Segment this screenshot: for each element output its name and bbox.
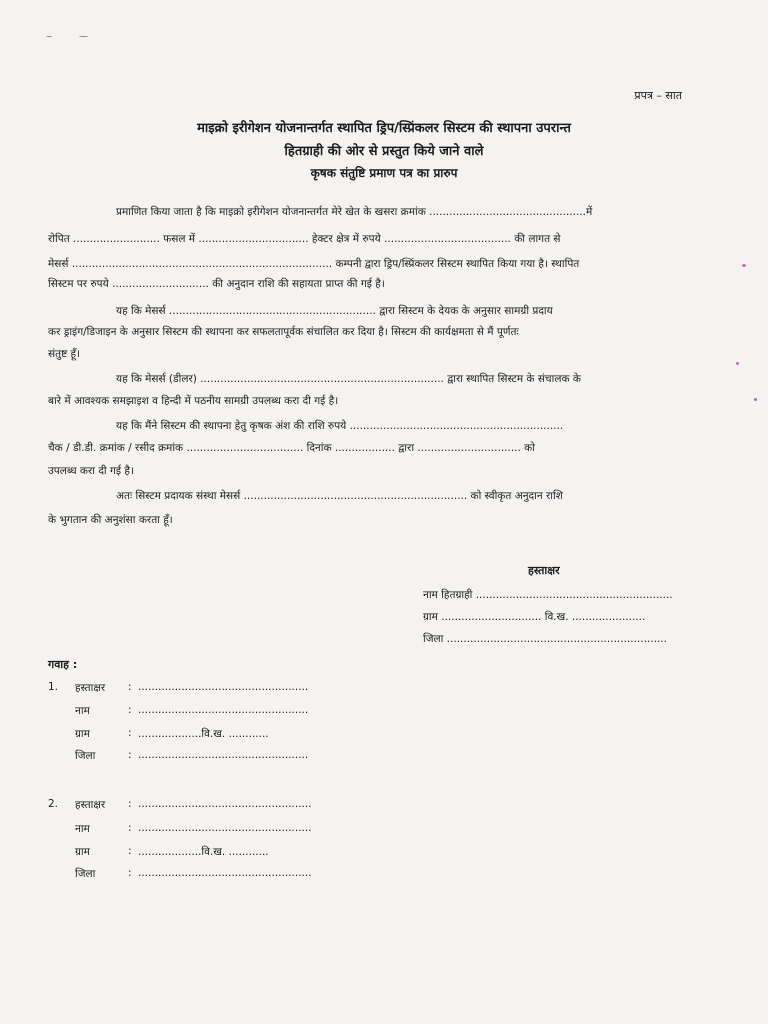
colon: :	[128, 822, 132, 834]
beneficiary-village-row: ग्राम .............................. वि.ख. ......................	[423, 611, 646, 623]
colon: :	[128, 749, 132, 761]
witness-1-signature-blank: ...................................................	[138, 681, 309, 693]
paragraph-4-line-3: उपलब्ध करा दी गई है।	[48, 465, 134, 477]
beneficiary-name-row: नाम हितग्राही ...........................................................	[423, 589, 673, 601]
colon: :	[128, 727, 132, 739]
witness-2-village-label: ग्राम	[75, 846, 90, 858]
witness-2-number: 2.	[48, 798, 59, 810]
scan-speck	[79, 36, 88, 37]
scan-speck	[742, 264, 746, 267]
witness-1-name-blank: ...................................................	[138, 704, 309, 716]
paragraph-1-line-4: सिस्टम पर रुपये ............................. की अनुदान राशि की सहायता प्राप्त की गई है।	[48, 278, 385, 290]
witness-1-district-blank: ...................................................	[138, 749, 309, 761]
paragraph-1-line-3: मेसर्स .............................................................................. कम्पनी द्वारा ड्रिप/स्प्रिंकलर सिस्टम स्थापित किया गया है। स्थापित	[48, 258, 580, 270]
witness-1-number: 1.	[48, 681, 59, 693]
paragraph-4-line-1: यह कि मैंने सिस्टम की स्थापना हेतु कृषक अंश की राशि रुपये ................................................................	[116, 420, 564, 432]
witness-1-name-label: नाम	[75, 705, 90, 717]
witness-1-signature-label: हस्ताक्षर	[75, 682, 106, 694]
title-line-2: हितग्राही की ओर से प्रस्तुत किये जाने वाले	[284, 144, 484, 159]
scan-speck	[46, 36, 52, 37]
paragraph-3-line-1: यह कि मेसर्स (डीलर) ......................................................................... द्वारा स्थापित सिस्टम के संचालक के	[116, 373, 581, 385]
paragraph-5-line-1: अतः सिस्टम प्रदायक संस्था मेसर्स ................................................................... को स्वीकृत अनुदान राशि	[116, 490, 563, 502]
witness-2-district-blank: ....................................................	[138, 867, 312, 879]
witness-1-village-blank: ...................वि.ख. ............	[138, 728, 269, 740]
title-line-3: कृषक संतुष्टि प्रमाण पत्र का प्रारुप	[310, 166, 458, 180]
colon: :	[128, 845, 132, 857]
witness-2-name-blank: ....................................................	[138, 822, 312, 834]
colon: :	[128, 704, 132, 716]
paragraph-3-line-2: बारे में आवश्यक समझाइश व हिन्दी में पठनीय सामग्री उपलब्ध करा दी गई है।	[48, 395, 339, 407]
colon: :	[128, 681, 132, 693]
scan-speck	[736, 362, 739, 365]
paragraph-2-line-1: यह कि मेसर्स .............................................................. द्वारा सिस्टम के देयक के अनुसार सामग्री प्रदाय	[116, 305, 553, 317]
signature-title: हस्ताक्षर	[528, 564, 560, 577]
title-line-1: माइक्रो इरीगेशन योजनान्तर्गत स्थापित ड्रिप/स्प्रिंकलर सिस्टम की स्थापना उपरान्त	[197, 121, 571, 136]
colon: :	[128, 867, 132, 879]
witness-2-signature-label: हस्ताक्षर	[75, 799, 106, 811]
paragraph-2-line-3: संतुष्ट हूँ।	[48, 348, 81, 360]
paragraph-1-line-1: प्रमाणित किया जाता है कि माइक्रो इरीगेशन योजनान्तर्गत मेरे खेत के खसरा क्रमांक ...............................................में	[116, 206, 593, 218]
witness-2-village-blank: ...................वि.ख. ............	[138, 846, 269, 858]
witness-2-signature-blank: ....................................................	[138, 798, 312, 810]
witness-2-name-label: नाम	[75, 823, 90, 835]
witness-1-district-label: जिला	[75, 750, 96, 762]
witness-1-village-label: ग्राम	[75, 728, 90, 740]
form-number: प्रपत्र – सात	[634, 89, 682, 102]
witnesses-title: गवाह :	[48, 658, 78, 671]
paragraph-1-line-2: रोपित .......................... फसल में ................................. हेक्टर क्षेत्र में रुपये ...................................... की लागत से	[48, 233, 561, 245]
beneficiary-district-row: जिला ..................................................................	[423, 633, 667, 645]
witness-2-district-label: जिला	[75, 868, 96, 880]
colon: :	[128, 798, 132, 810]
scan-speck	[754, 398, 757, 401]
paragraph-4-line-2: चैक / डी.डी. क्रमांक / रसीद क्रमांक ................................... दिनांक .................. द्वारा ............................... को	[48, 442, 535, 454]
paragraph-5-line-2: के भुगतान की अनुशंसा करता हूँ।	[48, 514, 173, 526]
paragraph-2-line-2: कर ड्राइंग/डिजाइन के अनुसार सिस्टम की स्थापना कर सफलतापूर्वक संचालित कर दिया है। सिस्टम की कार्यक्षमता से मैं पूर्णतः	[48, 326, 519, 338]
